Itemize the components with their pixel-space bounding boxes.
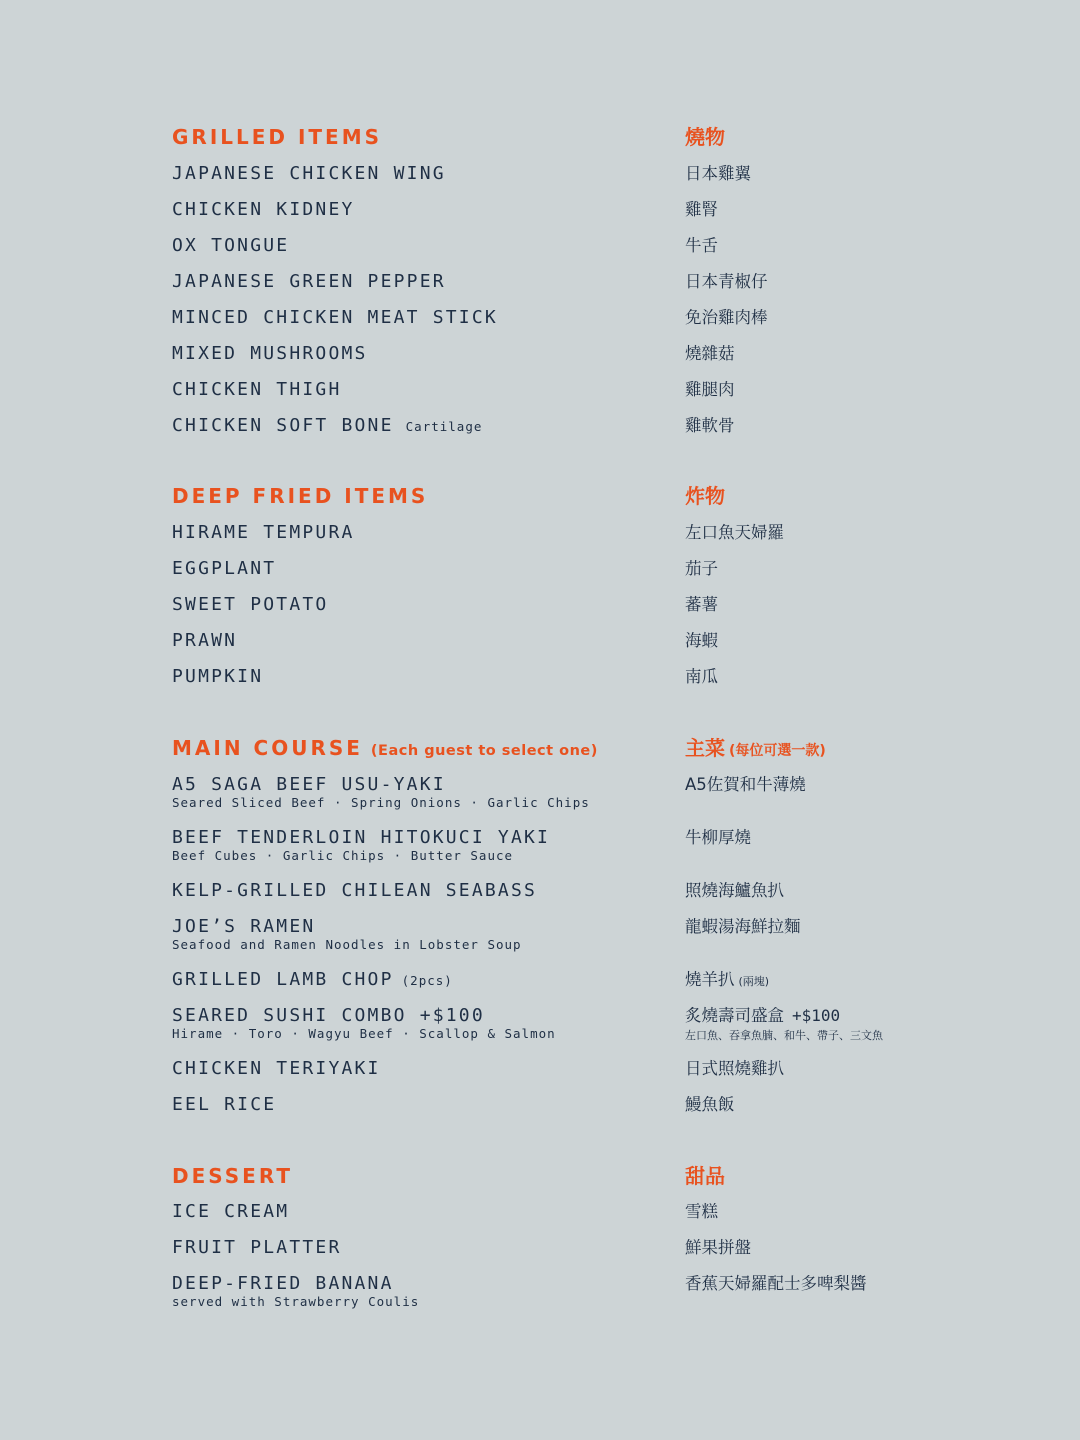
menu-item-name-zh: 日本青椒仔 [685, 272, 768, 291]
menu-item-name: PUMPKIN [172, 666, 264, 687]
menu-item-name-zh: 鰻魚飯 [685, 1095, 735, 1114]
menu-item-name-zh: 鮮果拼盤 [685, 1238, 751, 1257]
main-heading-en [172, 736, 598, 763]
menu-item-name: PRAWN [172, 630, 238, 651]
menu-item-name: OX TONGUE [172, 235, 290, 256]
menu-item-name-with-note [172, 415, 482, 438]
menu-item-name-zh: A5佐賀和牛薄燒 [685, 775, 806, 794]
menu-item-name: JAPANESE GREEN PEPPER [172, 271, 446, 292]
menu-item-name-zh: 牛舌 [685, 236, 718, 255]
menu-item-description: Beef Cubes · Garlic Chips · Butter Sauce [172, 848, 514, 863]
menu-item-name-zh: 炙燒壽司盛盒 [685, 1006, 784, 1025]
fried-heading-en: DEEP FRIED ITEMS [172, 484, 429, 508]
menu-item-name-zh: 左口魚天婦羅 [685, 523, 784, 542]
main-heading-title: MAIN COURSE [172, 736, 363, 760]
menu-item-name: FRUIT PLATTER [172, 1237, 342, 1258]
dessert-heading-zh: 甜品 [685, 1164, 725, 1188]
menu-item-name-zh: 日本雞翼 [685, 164, 751, 183]
menu-item-description: served with Strawberry Coulis [172, 1294, 420, 1309]
menu-item-name-zh: 雞軟骨 [685, 416, 735, 435]
menu-item-name-zh: 雪糕 [685, 1202, 718, 1221]
menu-item-description: Hirame · Toro · Wagyu Beef · Scallop & Salmon [172, 1026, 556, 1041]
menu-item-note: (2pcs) [401, 973, 453, 988]
menu-item-name-zh-with-note [685, 969, 769, 993]
grilled-heading-en: GRILLED ITEMS [172, 125, 383, 149]
menu-item-name-zh: 香蕉天婦羅配士多啤梨醬 [685, 1274, 867, 1293]
grilled-heading-zh: 燒物 [685, 125, 725, 149]
main-heading-zh-title: 主菜 [685, 736, 725, 760]
menu-item-name: CHICKEN KIDNEY [172, 199, 355, 220]
menu-item-name: ICE CREAM [172, 1201, 290, 1222]
menu-item-name-zh-with-price [685, 1005, 840, 1027]
menu-item-name: EGGPLANT [172, 558, 277, 579]
menu-item-name-zh: 燒雜菇 [685, 344, 735, 363]
main-heading-zh-note: (每位可選一款) [729, 743, 826, 759]
menu-item-note: Cartilage [405, 419, 483, 434]
fried-heading-zh: 炸物 [685, 484, 725, 508]
menu-item-description: Seared Sliced Beef · Spring Onions · Garlic Chips [172, 795, 590, 810]
menu-item-name-zh: 免治雞肉棒 [685, 308, 768, 327]
menu-item-name: CHICKEN TERIYAKI [172, 1058, 381, 1079]
menu-item-name: A5 SAGA BEEF USU-YAKI [172, 774, 446, 795]
menu-item-name: CHICKEN SOFT BONE [172, 415, 394, 436]
menu-item-price-zh: +$100 [792, 1006, 841, 1025]
menu-item-name: MIXED MUSHROOMS [172, 343, 368, 364]
menu-item-name: MINCED CHICKEN MEAT STICK [172, 307, 498, 328]
menu-item-name: EEL RICE [172, 1094, 277, 1115]
menu-item-name-zh: 龍蝦湯海鮮拉麵 [685, 917, 801, 936]
menu-item-name: CHICKEN THIGH [172, 379, 342, 400]
dessert-heading-en: DESSERT [172, 1164, 293, 1188]
menu-item-name-zh: 日式照燒雞扒 [685, 1059, 784, 1078]
menu-item-description: Seafood and Ramen Noodles in Lobster Soup [172, 937, 522, 952]
menu-item-name-zh: 南瓜 [685, 667, 718, 686]
menu-item-name-zh: 雞腎 [685, 200, 718, 219]
menu-item-name-zh: 雞腿肉 [685, 380, 735, 399]
menu-item-name-zh: 牛柳厚燒 [685, 828, 751, 847]
menu-item-name-zh: 照燒海鱸魚扒 [685, 881, 784, 900]
menu-item-name-zh: 海蝦 [685, 631, 718, 650]
menu-item-name-zh: 燒羊扒 [685, 970, 735, 989]
menu-item-name-zh: 茄子 [685, 559, 718, 578]
menu-item-name: SWEET POTATO [172, 594, 329, 615]
menu-item-name: DEEP-FRIED BANANA [172, 1273, 394, 1294]
menu-item-name: SEARED SUSHI COMBO +$100 [172, 1005, 485, 1026]
menu-item-name: KELP-GRILLED CHILEAN SEABASS [172, 880, 538, 901]
main-heading-note: (Each guest to select one) [370, 743, 598, 759]
menu-item-name-with-note [172, 969, 453, 992]
menu-item-name-zh: 蕃薯 [685, 595, 718, 614]
menu-item-name: BEEF TENDERLOIN HITOKUCI YAKI [172, 827, 551, 848]
menu-item-note-zh: (兩塊) [738, 975, 770, 988]
menu-item-description-zh: 左口魚、吞拿魚腩、和牛、帶子、三文魚 [685, 1029, 883, 1042]
main-heading-zh [685, 736, 826, 763]
menu-item-name: JOE’S RAMEN [172, 916, 316, 937]
menu-item-name: JAPANESE CHICKEN WING [172, 163, 446, 184]
menu-item-name: HIRAME TEMPURA [172, 522, 355, 543]
menu-item-name: GRILLED LAMB CHOP [172, 969, 394, 990]
